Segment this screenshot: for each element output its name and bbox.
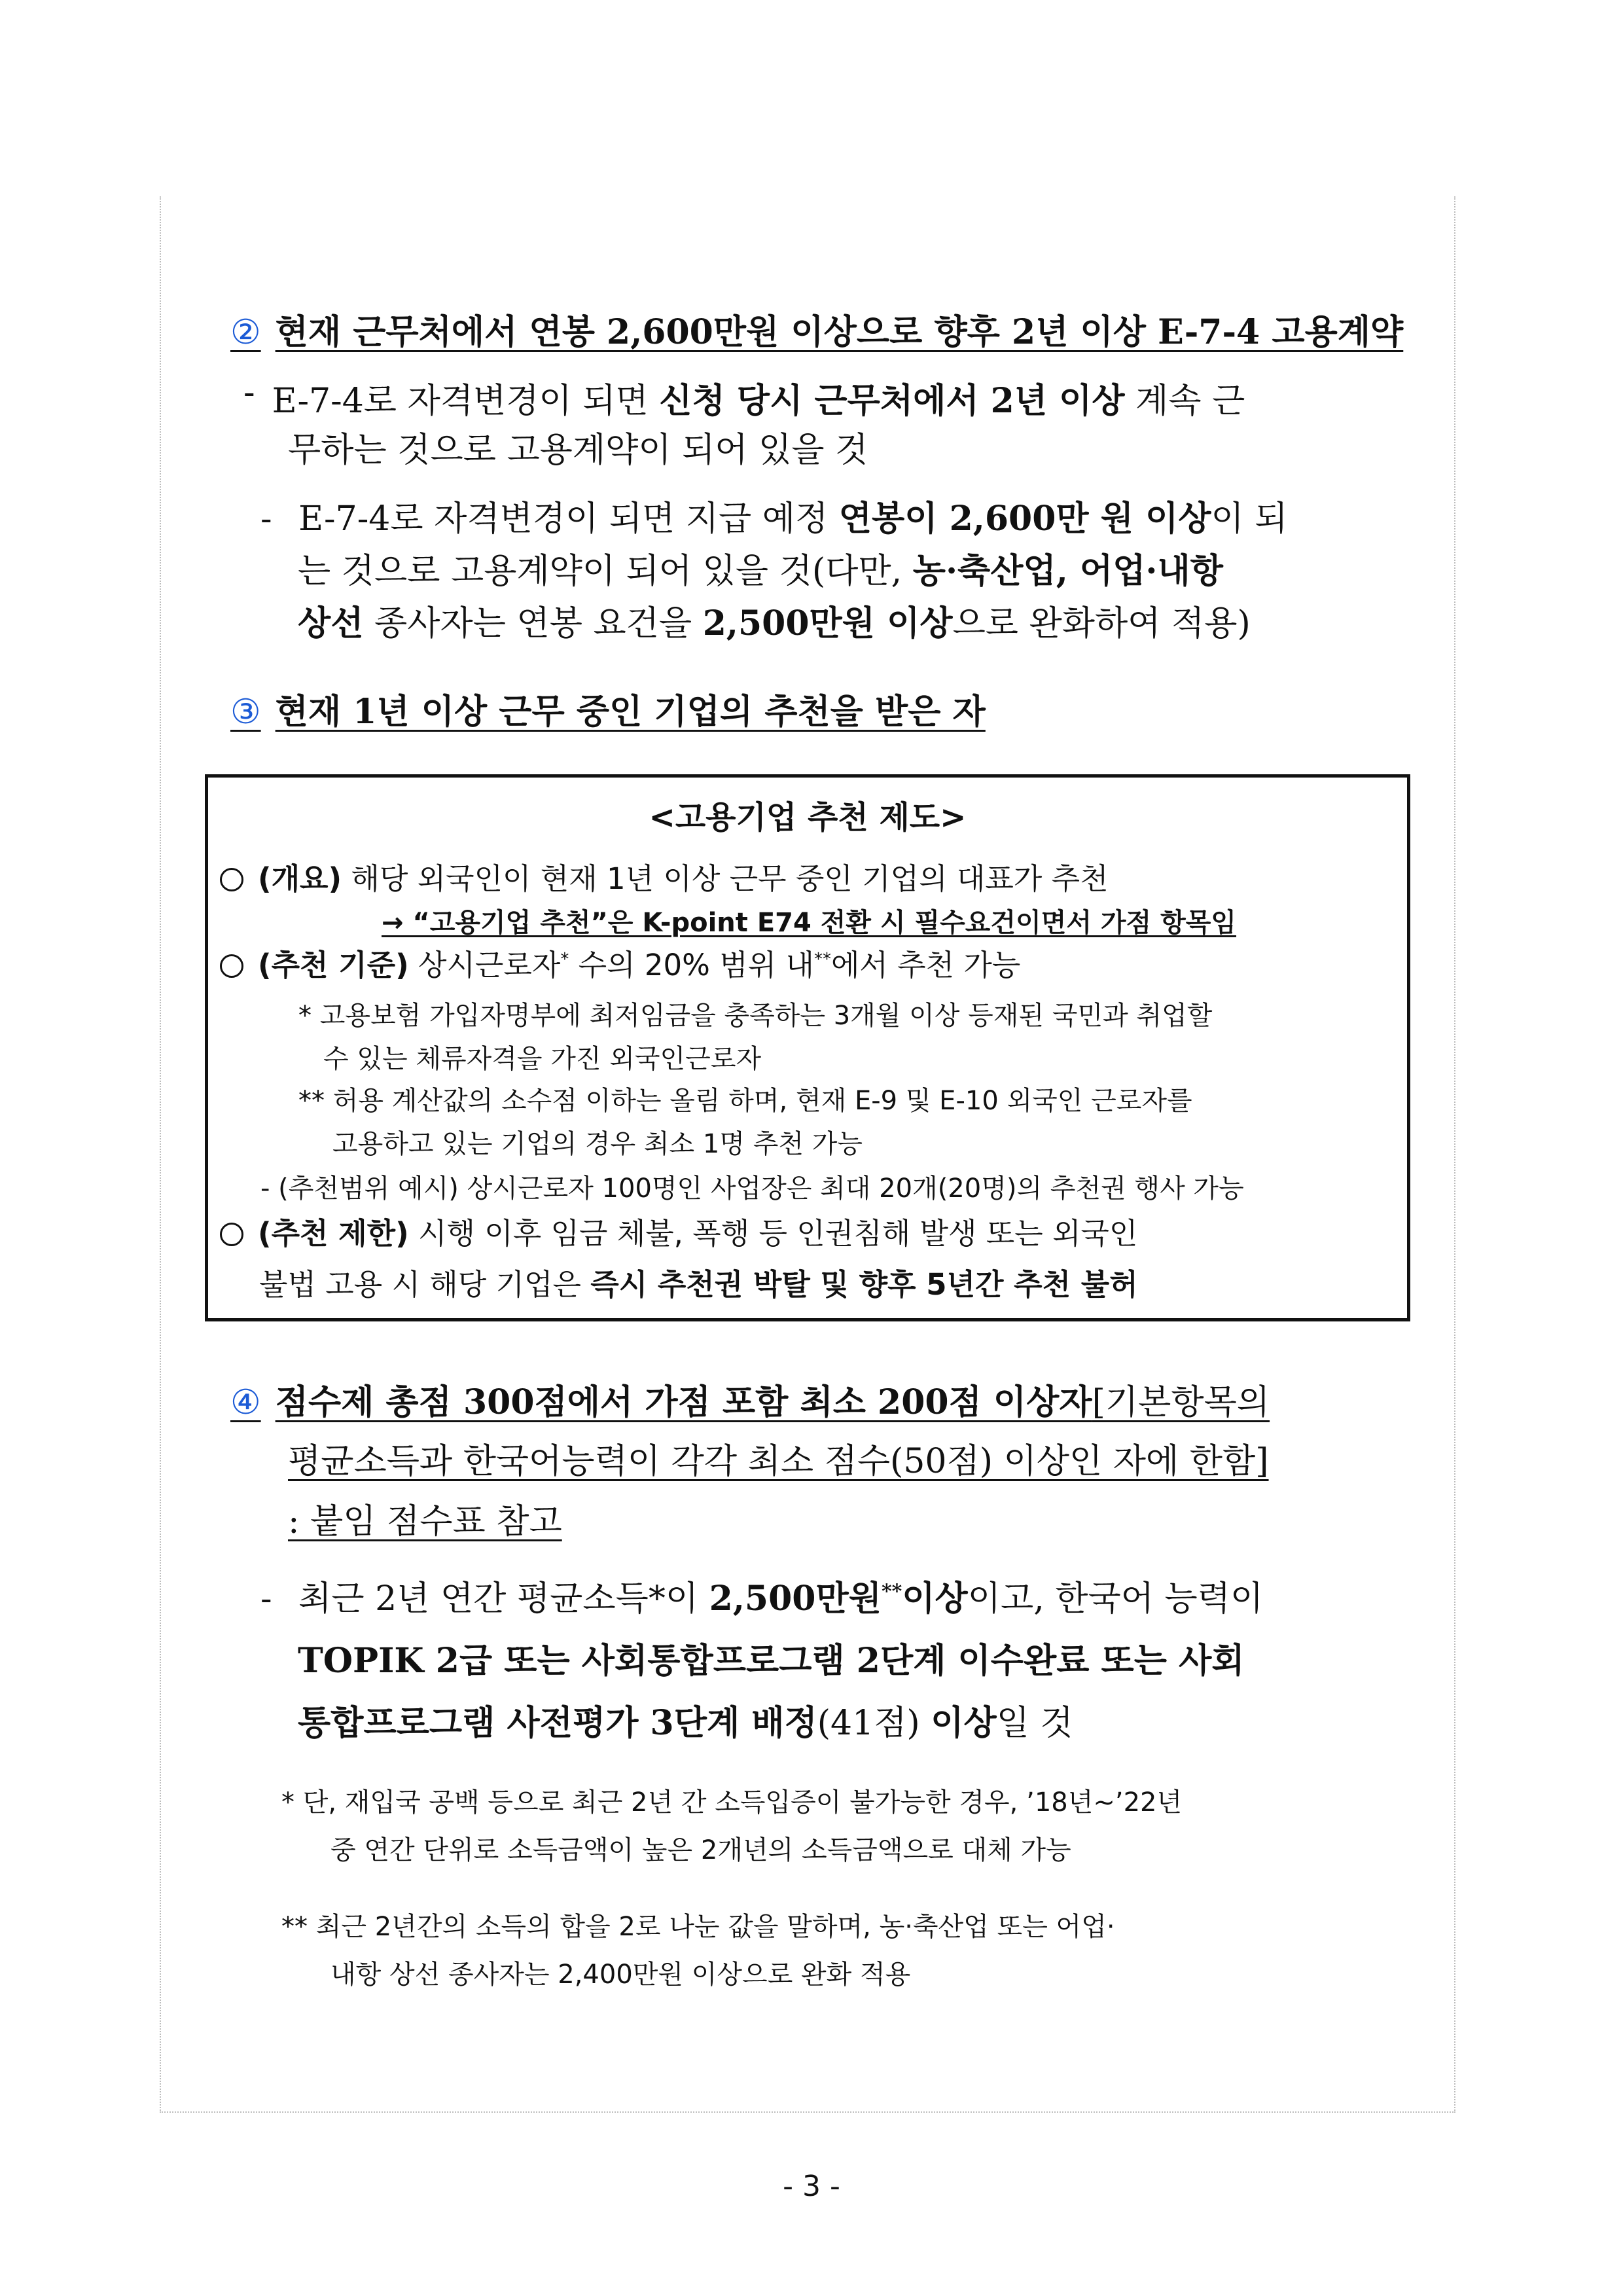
section4-note1-line1: * 단, 재입국 공백 등으로 최근 2년 간 소득입증이 불가능한 경우, ’18년~’22년 (281, 1787, 1183, 1818)
dash: - (260, 1579, 272, 1619)
section4-item-line3: 통합프로그램 사전평가 3단계 배정(41점) 이상일 것 (298, 1703, 1073, 1743)
section4-heading-line3: : 붙임 점수표 참고 (288, 1502, 562, 1541)
box-note2-line2: 고용하고 있는 기업의 경우 최소 1명 추천 가능 (332, 1129, 863, 1159)
section2-marker: ② (230, 313, 261, 352)
emphasis-text: 신청 당시 근무처에서 2년 이상 (659, 381, 1125, 421)
box-title: <고용기업 추천 제도> (649, 799, 967, 836)
box-arrow-note: → “고용기업 추천”은 K-point E74 전환 시 필수요건이면서 가점 항목임 (382, 908, 1237, 938)
dash: - (260, 499, 272, 539)
section2-item2-line2: 는 것으로 고용계약이 되어 있을 것(다만, 농·축산업, 어업·내항 (298, 551, 1223, 591)
section2-item2-line1: - E-7-4로 자격변경이 되면 지급 예정 연봉이 2,600만 원 이상이 되 (260, 499, 1288, 539)
box-criteria: (추천 기준) 상시근로자* 수의 20% 범위 내**에서 추천 가능 (220, 941, 1020, 984)
section3-heading (230, 684, 986, 733)
section4-note2-line1: ** 최근 2년간의 소득의 합을 2로 나눈 값을 말하며, 농·축산업 또는 어업· (281, 1912, 1115, 1942)
section3-heading-text: 현재 1년 이상 근무 중인 기업의 추천을 받은 자 (275, 692, 986, 732)
box-note1-line2: 수 있는 체류자격을 가진 외국인근로자 (323, 1044, 762, 1074)
emphasis-text: 농·축산업, 어업·내항 (912, 551, 1223, 591)
emphasis-text: 2,500만원 이상 (702, 603, 953, 643)
recommendation-system-box (205, 774, 1410, 1321)
section4-heading-line1: ④ 점수제 총점 300점에서 가점 포함 최소 200점 이상자[기본항목의 (230, 1382, 1270, 1422)
section3-marker: ③ (230, 692, 261, 732)
section2-heading-text: 현재 근무처에서 연봉 2,600만원 이상으로 향후 2년 이상 E-7-4 고용계약 (275, 312, 1404, 352)
section2-item2-line3: 상선 종사자는 연봉 요건을 2,500만원 이상으로 완화하여 적용) (298, 603, 1251, 643)
section4-heading-line2: 평균소득과 한국어능력이 각각 최소 점수(50점) 이상인 자에 한함] (288, 1442, 1269, 1481)
section2-heading (230, 304, 1403, 353)
section4-note1-line2: 중 연간 단위로 소득금액이 높은 2개년의 소득금액으로 대체 가능 (330, 1835, 1071, 1865)
box-limit-line2: 불법 고용 시 해당 기업은 즉시 추천권 박탈 및 향후 5년간 추천 불허 (259, 1267, 1138, 1302)
section4-item-line1: - 최근 2년 연간 평균소득*이 2,500만원**이상이고, 한국어 능력이 (260, 1579, 1264, 1619)
section2-item1-line2: 무하는 것으로 고용계약이 되어 있을 것 (288, 431, 868, 470)
circle-bullet-icon (220, 868, 243, 891)
section4-note2-line2: 내항 상선 종사자는 2,400만원 이상으로 완화 적용 (330, 1960, 911, 1990)
section4-marker: ④ (230, 1383, 261, 1422)
section2-item1-line1: - E-7-4로 자격변경이 되면 신청 당시 근무처에서 2년 이상 계속 근 (243, 373, 1245, 421)
box-overview: (개요) 해당 외국인이 현재 1년 이상 근무 중인 기업의 대표가 추천 (220, 855, 1109, 897)
box-limit-line1: (추천 제한) 시행 이후 임금 체불, 폭행 등 인권침해 발생 또는 외국인 (220, 1210, 1137, 1252)
emphasis-text: 연봉이 2,600만 원 이상 (838, 499, 1211, 539)
page-number: - 3 - (783, 2170, 840, 2203)
box-note1-line1: * 고용보험 가입자명부에 최저임금을 충족하는 3개월 이상 등재된 국민과 취업할 (298, 1001, 1213, 1031)
circle-bullet-icon (220, 1223, 243, 1246)
emphasis-text: 즉시 추천권 박탈 및 향후 5년간 추천 불허 (590, 1267, 1138, 1302)
dash: - (243, 373, 255, 412)
circle-bullet-icon (220, 954, 243, 978)
box-example: - (추천범위 예시) 상시근로자 100명인 사업장은 최대 20개(20명)의 추천권 행사 가능 (260, 1174, 1244, 1204)
box-note2-line1: ** 허용 계산값의 소수점 이하는 올림 하며, 현재 E-9 및 E-10 외국인 근로자를 (298, 1086, 1192, 1116)
section4-item-line2: TOPIK 2급 또는 사회통합프로그램 2단계 이수완료 또는 사회 (298, 1641, 1245, 1681)
